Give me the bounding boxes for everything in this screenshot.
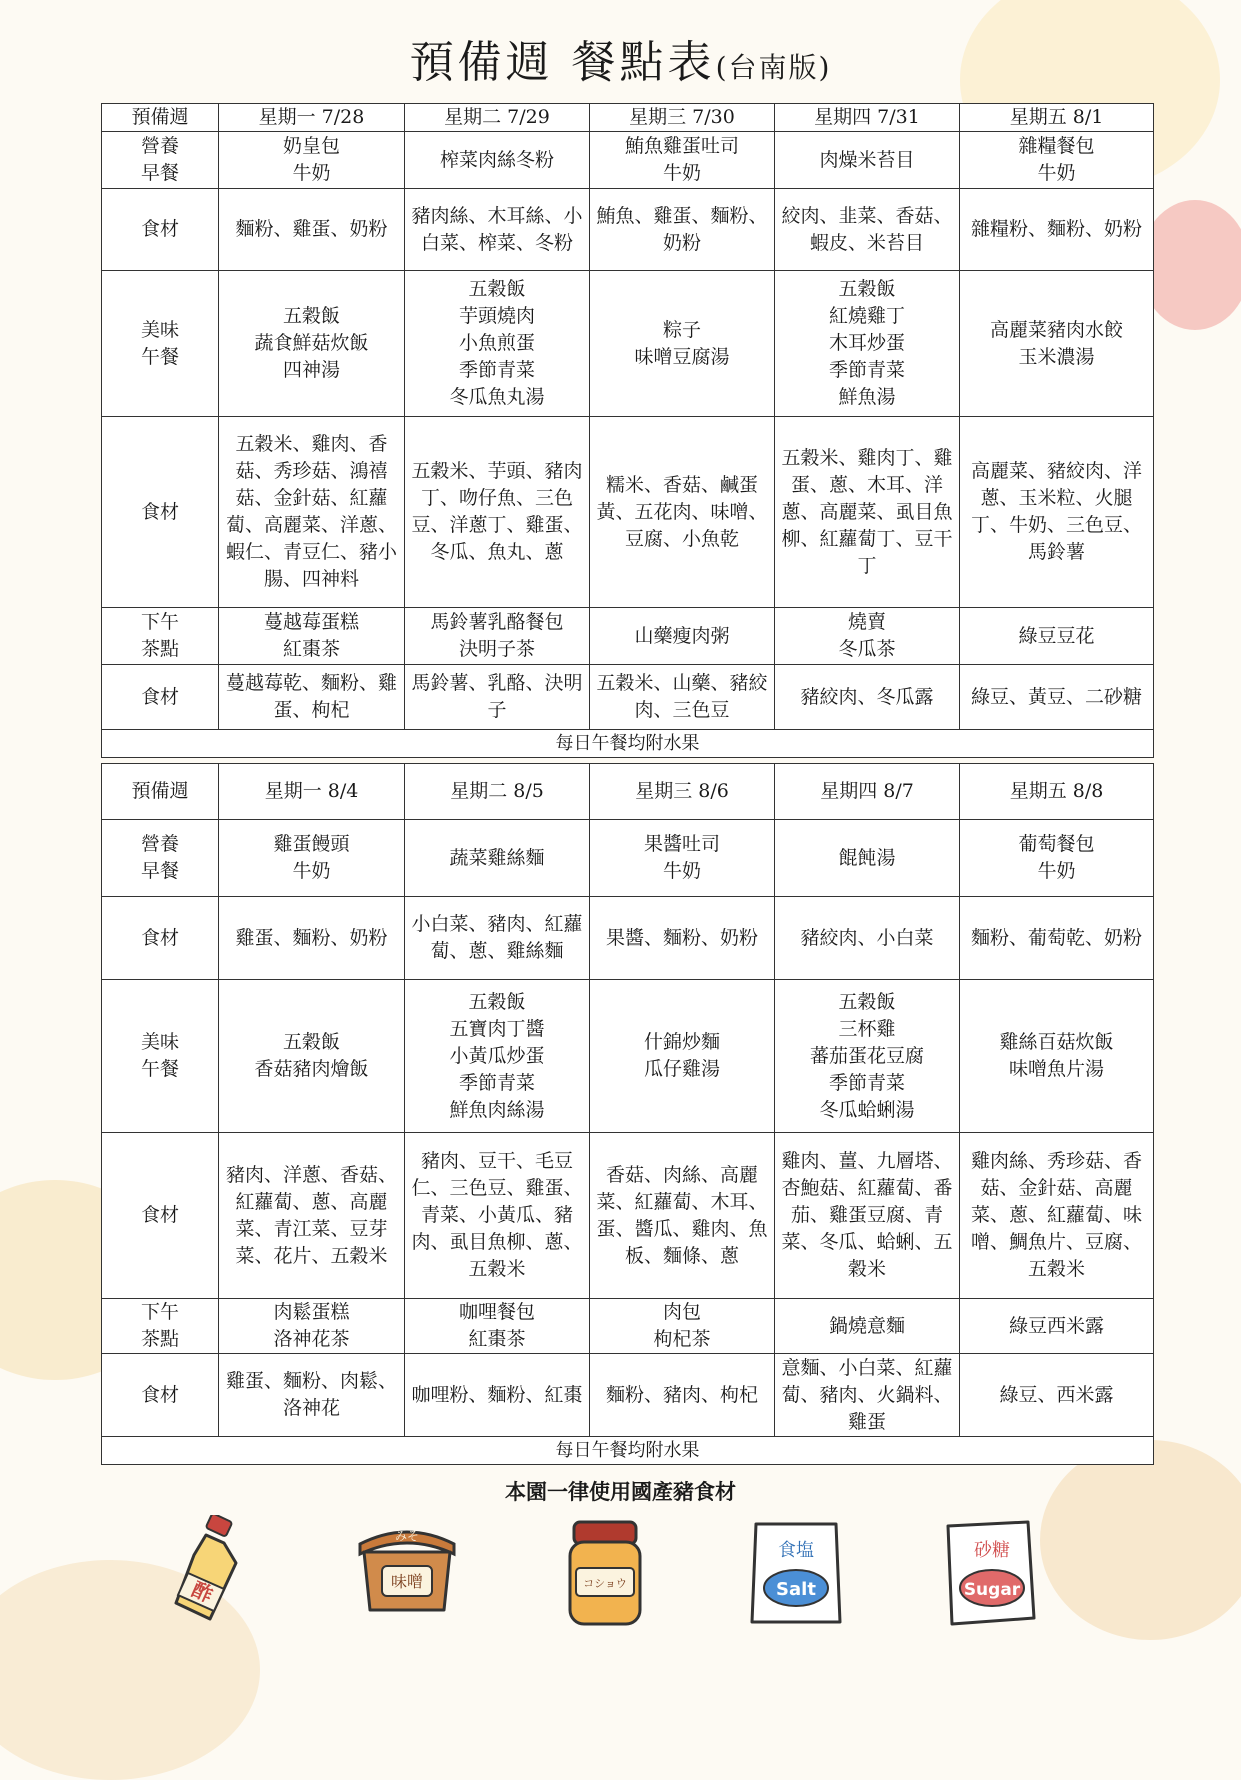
- cell-line: 五穀飯: [282, 305, 340, 327]
- table-header-row: [102, 764, 1154, 820]
- ingredients-cell: [219, 665, 405, 730]
- menu-cell: [405, 980, 590, 1133]
- miso-top-label: みそ: [394, 1529, 420, 1543]
- cell-line: 咖哩餐包: [458, 1301, 535, 1323]
- ingredients-cell: [775, 417, 960, 608]
- cell-line: 雞肉絲、秀珍菇、香菇、金針菇、高麗菜、蔥、紅蘿蔔、味噌、鯛魚片、豆腐、五穀米: [970, 1150, 1142, 1280]
- cell-line: 蕃茄蛋花豆腐: [809, 1044, 924, 1067]
- cell-line: 肉燥米苔目: [819, 148, 915, 171]
- ingredients-cell: [219, 1354, 405, 1437]
- background-strawberry-decoration: [1140, 200, 1241, 330]
- cell-line: 麵粉、雞蛋、奶粉: [235, 218, 388, 240]
- day-header: 星期一 8/4: [219, 764, 405, 820]
- snack-ingredients-row: [102, 665, 1154, 730]
- ingredients-cell: [219, 1133, 405, 1299]
- cell-line: 五穀飯: [838, 278, 896, 300]
- pepper-label: コショウ: [583, 1577, 627, 1590]
- menu-cell: [775, 980, 960, 1133]
- cell-line: 牛奶: [292, 162, 331, 184]
- cell-line: 高麗菜、豬絞肉、洋蔥、玉米粒、火腿丁、牛奶、三色豆、馬鈴薯: [970, 460, 1142, 563]
- ingredients-cell: [219, 189, 405, 271]
- fruit-note-row: [102, 1437, 1154, 1465]
- cell-line: 五穀飯: [838, 990, 896, 1013]
- cell-line: 瓜仔雞湯: [643, 1058, 720, 1080]
- ingredients-cell: [590, 417, 775, 608]
- cell-line: 蔓越莓蛋糕: [263, 611, 359, 633]
- cell-line: 五寶肉丁醬: [449, 1017, 545, 1040]
- ingredients-cell: [405, 1354, 590, 1437]
- cell-line: 肉鬆蛋糕: [273, 1301, 350, 1323]
- cell-line: 美味: [140, 318, 179, 341]
- menu-cell: [405, 608, 590, 665]
- cell-line: 麵粉、豬肉、枸杞: [605, 1383, 758, 1406]
- row-label: [102, 271, 219, 417]
- cell-line: 豬肉、洋蔥、香菇、紅蘿蔔、蔥、高麗菜、青江菜、豆芽菜、花片、五穀米: [225, 1163, 397, 1267]
- cell-line: 早餐: [140, 860, 179, 882]
- cell-line: 季節青菜: [458, 359, 535, 381]
- cell-line: 五穀米、雞肉丁、雞蛋、蔥、木耳、洋蔥、高麗菜、虱目魚柳、紅蘿蔔丁、豆干丁: [781, 446, 953, 577]
- menu-cell: [960, 1299, 1154, 1354]
- cell-line: 季節青菜: [828, 1071, 905, 1094]
- menu-cell: [775, 1299, 960, 1354]
- vinegar-bottle-icon: [158, 1515, 258, 1625]
- ingredients-cell: [219, 897, 405, 980]
- menu-cell: [590, 608, 775, 665]
- ingredients-cell: [960, 417, 1154, 608]
- cell-line: 鮮魚肉絲湯: [449, 1098, 545, 1121]
- ingredients-cell: [960, 1133, 1154, 1299]
- menu-cell: [960, 820, 1154, 897]
- ingredients-cell: [775, 189, 960, 271]
- cell-line: 鮪魚雞蛋吐司: [624, 135, 739, 157]
- cell-line: 三杯雞: [838, 1017, 896, 1040]
- cell-line: 小黃瓜炒蛋: [449, 1044, 545, 1067]
- snack-ingredients-row: [102, 1354, 1154, 1437]
- cell-line: 咖哩粉、麵粉、紅棗: [411, 1383, 583, 1406]
- miso-tub-icon: [352, 1518, 462, 1618]
- ingredients-cell: [775, 665, 960, 730]
- day-header: 星期一 7/28: [219, 104, 405, 132]
- ingredients-cell: [960, 1354, 1154, 1437]
- cell-line: 蔬食鮮菇炊飯: [254, 332, 369, 354]
- cell-line: 綠豆西米露: [1008, 1314, 1104, 1337]
- cell-line: 綠豆、西米露: [999, 1383, 1114, 1406]
- menu-cell: [219, 132, 405, 189]
- row-label: [102, 189, 219, 271]
- ingredients-cell: [590, 665, 775, 730]
- menu-cell: [405, 132, 590, 189]
- miso-label: 味噌: [390, 1572, 424, 1591]
- row-label: [102, 980, 219, 1133]
- menu-table-week-2: [101, 763, 1154, 1465]
- day-header: 星期三 8/6: [590, 764, 775, 820]
- menu-cell: [590, 1299, 775, 1354]
- cell-line: 雞蛋、麵粉、奶粉: [235, 926, 388, 949]
- cell-line: 葡萄餐包: [1018, 833, 1095, 855]
- menu-cell: [775, 271, 960, 417]
- ingredients-cell: [775, 1354, 960, 1437]
- cell-line: 什錦炒麵: [643, 1031, 720, 1053]
- cell-line: 鮪魚、雞蛋、麵粉、奶粉: [596, 204, 768, 254]
- breakfast-row: [102, 132, 1154, 189]
- cell-line: 食材: [140, 1383, 179, 1406]
- cell-line: 燒賣: [847, 611, 886, 633]
- cell-line: 木耳炒蛋: [828, 332, 905, 354]
- cell-line: 茶點: [140, 638, 179, 660]
- menu-cell: [219, 820, 405, 897]
- cell-line: 果醬吐司: [643, 833, 720, 855]
- ingredients-cell: [775, 1133, 960, 1299]
- cell-line: 豬肉絲、木耳絲、小白菜、榨菜、冬粉: [411, 204, 583, 254]
- ingredients-cell: [590, 189, 775, 271]
- cell-line: 紅棗茶: [468, 1328, 526, 1350]
- day-header: 星期二 8/5: [405, 764, 590, 820]
- cell-line: 牛奶: [1037, 860, 1076, 882]
- pepper-jar-icon: [560, 1518, 650, 1628]
- cell-line: 下午: [140, 1301, 179, 1323]
- cell-line: 味噌豆腐湯: [634, 345, 730, 368]
- cell-line: 決明子茶: [458, 638, 535, 660]
- lunch-row: [102, 271, 1154, 417]
- cell-line: 營養: [140, 135, 179, 157]
- ingredients-cell: [405, 1133, 590, 1299]
- cell-line: 豬絞肉、小白菜: [800, 926, 934, 949]
- cell-line: 綠豆、黃豆、二砂糖: [970, 685, 1142, 708]
- cell-line: 食材: [140, 1204, 179, 1226]
- day-header: 星期四 8/7: [775, 764, 960, 820]
- row-label: [102, 608, 219, 665]
- cell-line: 季節青菜: [828, 359, 905, 381]
- salt-label: Salt: [776, 1579, 816, 1600]
- cell-line: 糯米、香菇、鹹蛋黃、五花肉、味噌、豆腐、小魚乾: [596, 473, 768, 550]
- row-label: [102, 1133, 219, 1299]
- snack-row: [102, 1299, 1154, 1354]
- cell-line: 五穀飯: [282, 1031, 340, 1053]
- cell-line: 牛奶: [1037, 162, 1076, 184]
- cell-line: 牛奶: [662, 162, 701, 184]
- cell-line: 蔬菜雞絲麵: [449, 846, 545, 869]
- cell-line: 鍋燒意麵: [828, 1314, 905, 1337]
- menu-table-week-1: [101, 103, 1154, 758]
- cell-line: 高麗菜豬肉水餃: [989, 318, 1123, 341]
- menu-cell: [775, 132, 960, 189]
- menu-cell: [960, 271, 1154, 417]
- ingredients-cell: [590, 897, 775, 980]
- menu-cell: [219, 1299, 405, 1354]
- salt-bag-icon: [746, 1518, 846, 1628]
- cell-line: 香菇、肉絲、高麗菜、紅蘿蔔、木耳、蛋、醬瓜、雞肉、魚板、麵條、蔥: [596, 1163, 768, 1267]
- ingredients-cell: [590, 1133, 775, 1299]
- cell-line: 洛神花茶: [273, 1328, 350, 1350]
- cell-line: 香菇豬肉燴飯: [254, 1058, 369, 1080]
- salt-top-label: 食塩: [778, 1540, 814, 1561]
- row-label: [102, 1299, 219, 1354]
- fruit-note-row: [102, 730, 1154, 758]
- background-burger-decoration: [1040, 1440, 1241, 1640]
- row-label: [102, 665, 219, 730]
- cell-line: 馬鈴薯乳酪餐包: [430, 611, 564, 633]
- cell-line: 午餐: [140, 1058, 179, 1080]
- cell-line: 食材: [140, 685, 179, 708]
- cell-line: 味噌魚片湯: [1008, 1058, 1104, 1080]
- cell-line: 麵粉、葡萄乾、奶粉: [970, 926, 1142, 949]
- cell-line: 豬肉、豆干、毛豆仁、三色豆、雞蛋、青菜、小黃瓜、豬肉、虱目魚柳、蔥、五穀米: [411, 1150, 583, 1280]
- cell-line: 雞絲百菇炊飯: [999, 1031, 1114, 1053]
- breakfast-ingredients-row: [102, 189, 1154, 271]
- row-label: [102, 132, 219, 189]
- cell-line: 山藥瘦肉粥: [634, 624, 730, 647]
- menu-cell: [405, 1299, 590, 1354]
- cell-line: 肉包: [662, 1301, 701, 1323]
- cell-line: 五穀飯: [468, 990, 526, 1013]
- cell-line: 粽子: [662, 318, 701, 341]
- cell-line: 雜糧粉、麵粉、奶粉: [970, 218, 1142, 240]
- cell-line: 絞肉、韭菜、香菇、蝦皮、米苔目: [781, 204, 953, 254]
- sugar-top-label: 砂糖: [974, 1540, 1010, 1561]
- sugar-label: Sugar: [963, 1580, 1021, 1600]
- cell-line: 奶皇包: [282, 135, 340, 157]
- cell-line: 紅燒雞丁: [828, 305, 905, 327]
- lunch-ingredients-row: [102, 417, 1154, 608]
- cell-line: 果醬、麵粉、奶粉: [605, 926, 758, 949]
- page-title: 預備週 餐點表(台南版): [409, 37, 832, 88]
- menu-cell: [960, 980, 1154, 1133]
- week-label: 預備週: [102, 104, 219, 132]
- day-header: 星期三 7/30: [590, 104, 775, 132]
- menu-cell: [219, 980, 405, 1133]
- cell-line: 意麵、小白菜、紅蘿蔔、豬肉、火鍋料、雞蛋: [781, 1356, 953, 1433]
- lunch-row: [102, 980, 1154, 1133]
- cell-line: 冬瓜魚丸湯: [449, 386, 545, 408]
- cell-line: 食材: [140, 500, 179, 523]
- cell-line: 四神湯: [282, 359, 340, 381]
- menu-cell: [405, 820, 590, 897]
- day-header: 星期五 8/8: [960, 764, 1154, 820]
- cell-line: 美味: [140, 1031, 179, 1053]
- cell-line: 牛奶: [662, 860, 701, 882]
- row-label: [102, 417, 219, 608]
- lunch-ingredients-row: [102, 1133, 1154, 1299]
- ingredients-cell: [960, 189, 1154, 271]
- ingredients-cell: [590, 1354, 775, 1437]
- menu-cell: [775, 820, 960, 897]
- cell-line: 雜糧餐包: [1018, 135, 1095, 157]
- cell-line: 紅棗茶: [282, 638, 340, 660]
- cell-line: 枸杞茶: [653, 1328, 711, 1350]
- cell-line: 雞蛋饅頭: [273, 833, 350, 855]
- menu-cell: [219, 271, 405, 417]
- sugar-bag-icon: [940, 1518, 1040, 1628]
- cell-line: 食材: [140, 218, 179, 240]
- cell-line: 季節青菜: [458, 1071, 535, 1094]
- ingredients-cell: [405, 665, 590, 730]
- ingredients-cell: [219, 417, 405, 608]
- ingredients-cell: [405, 417, 590, 608]
- cell-line: 茶點: [140, 1328, 179, 1350]
- row-label: [102, 820, 219, 897]
- cell-line: 榨菜肉絲冬粉: [439, 148, 554, 171]
- cell-line: 五穀米、芋頭、豬肉丁、吻仔魚、三色豆、洋蔥丁、雞蛋、冬瓜、魚丸、蔥: [411, 460, 583, 563]
- cell-line: 蔓越莓乾、麵粉、雞蛋、枸杞: [225, 672, 397, 721]
- cell-line: 五穀米、雞肉、香菇、秀珍菇、鴻禧菇、金針菇、紅蘿蔔、高麗菜、洋蔥、蝦仁、青豆仁、豬小腸、四神料: [225, 433, 397, 590]
- menu-cell: [590, 820, 775, 897]
- cell-line: 馬鈴薯、乳酪、決明子: [411, 672, 583, 721]
- cell-line: 營養: [140, 833, 179, 855]
- cell-line: 冬瓜蛤蜊湯: [819, 1098, 915, 1121]
- fruit-note: 每日午餐均附水果: [102, 1437, 1154, 1465]
- cell-line: 冬瓜茶: [838, 638, 896, 660]
- cell-line: 玉米濃湯: [1018, 345, 1095, 368]
- cell-line: 食材: [140, 926, 179, 949]
- ingredients-cell: [775, 897, 960, 980]
- cell-line: 早餐: [140, 162, 179, 184]
- cell-line: 牛奶: [292, 860, 331, 882]
- table-header-row: [102, 104, 1154, 132]
- cell-line: 餛飩湯: [838, 846, 896, 869]
- breakfast-row: [102, 820, 1154, 897]
- week-label: 預備週: [102, 764, 219, 820]
- day-header: 星期二 7/29: [405, 104, 590, 132]
- day-header: 星期四 7/31: [775, 104, 960, 132]
- menu-cell: [590, 271, 775, 417]
- cell-line: 下午: [140, 611, 179, 633]
- cell-line: 雞蛋、麵粉、肉鬆、洛神花: [225, 1370, 397, 1419]
- cell-line: 五穀飯: [468, 278, 526, 300]
- cell-line: 綠豆豆花: [1018, 624, 1095, 647]
- day-header: 星期五 8/1: [960, 104, 1154, 132]
- cell-line: 雞肉、薑、九層塔、杏鮑菇、紅蘿蔔、番茄、雞蛋豆腐、青菜、冬瓜、蛤蜊、五穀米: [781, 1150, 953, 1280]
- cell-line: 小魚煎蛋: [458, 332, 535, 354]
- cell-line: 鮮魚湯: [838, 386, 896, 408]
- ingredients-cell: [405, 897, 590, 980]
- breakfast-ingredients-row: [102, 897, 1154, 980]
- ingredients-cell: [960, 897, 1154, 980]
- cell-line: 豬絞肉、冬瓜露: [800, 685, 934, 708]
- menu-cell: [960, 132, 1154, 189]
- row-label: [102, 897, 219, 980]
- ingredients-cell: [960, 665, 1154, 730]
- menu-cell: [590, 980, 775, 1133]
- pork-origin-note: 本園一律使用國產豬食材: [505, 1480, 736, 1504]
- menu-cell: [775, 608, 960, 665]
- menu-cell: [590, 132, 775, 189]
- cell-line: 芋頭燒肉: [458, 305, 535, 327]
- cell-line: 午餐: [140, 345, 179, 368]
- ingredients-cell: [405, 189, 590, 271]
- cell-line: 小白菜、豬肉、紅蘿蔔、蔥、雞絲麵: [411, 913, 583, 962]
- cell-line: 五穀米、山藥、豬絞肉、三色豆: [596, 672, 768, 721]
- snack-row: [102, 608, 1154, 665]
- menu-cell: [405, 271, 590, 417]
- menu-cell: [960, 608, 1154, 665]
- fruit-note: 每日午餐均附水果: [102, 730, 1154, 758]
- menu-cell: [219, 608, 405, 665]
- vinegar-label: 酢: [188, 1577, 217, 1608]
- row-label: [102, 1354, 219, 1437]
